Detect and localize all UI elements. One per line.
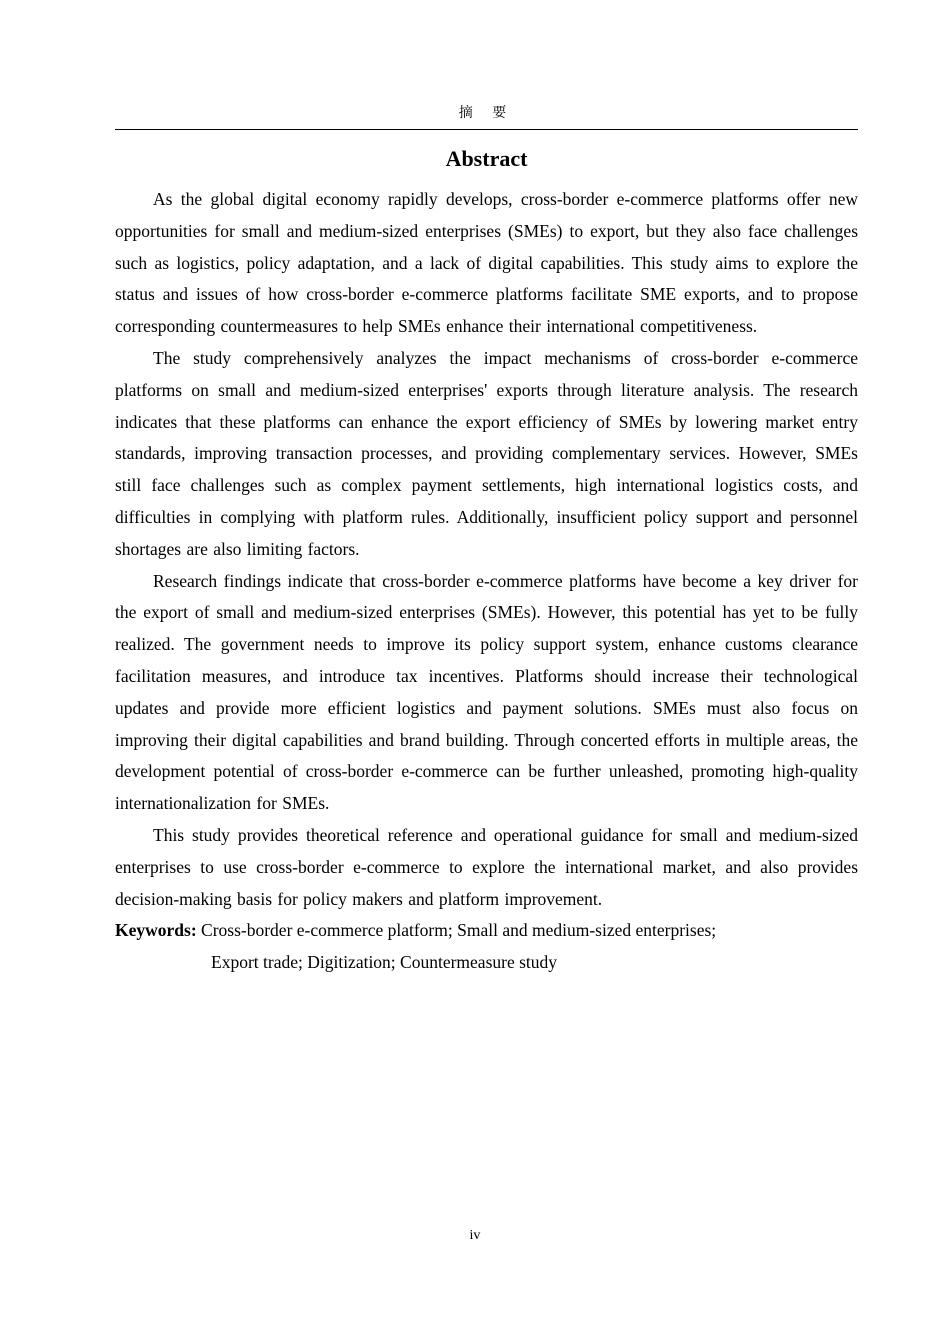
running-header: 摘 要 [115,102,858,130]
page-content [115,102,858,979]
abstract-paragraph-1: As the global digital economy rapidly develops, cross-border e-commerce platforms offer new opportunities for small and medium-sized enterprises (SMEs) to export, but they also face challenges such as logistics, policy adaptation, and a lack of digital capabilities. This study aims to explore the status and issues of how cross-border e-commerce platforms facilitate SME exports, and to propose corresponding countermeasures to help SMEs enhance their international competitiveness. [115,189,858,337]
page-number: iv [469,1228,481,1243]
keywords-line-2: Export trade; Digitization; Countermeasure study [211,952,558,973]
keywords-line-1 [115,915,858,947]
page-title: Abstract [445,146,528,171]
keywords-label: Keywords: [115,920,197,941]
abstract-paragraph-2: The study comprehensively analyzes the impact mechanisms of cross-border e-commerce platforms on small and medium-sized enterprises' exports through literature analysis. The research indicates that these platforms can enhance the export efficiency of SMEs by lowering market entry standards, improving transaction processes, and providing complementary services. However, SMEs still face challenges such as complex payment settlements, high international logistics costs, and difficulties in complying with platform rules. Additionally, insufficient policy support and personnel shortages are also limiting factors. [115,347,858,559]
keywords-text: Cross-border e-commerce platform; Small and medium-sized enterprises; [196,920,717,941]
abstract-paragraph-4: This study provides theoretical reference and operational guidance for small and medium-sized enterprises to use cross-border e-commerce to explore the international market, and also provides decision-making basis for policy makers and platform improvement. [115,824,858,909]
keywords-block [115,915,858,979]
abstract-paragraph-3: Research findings indicate that cross-border e-commerce platforms have become a key driver for the export of small and medium-sized enterprises (SMEs). However, this potential has yet to be fully realized. The government needs to improve its policy support system, enhance customs clearance facilitation measures, and introduce tax incentives. Platforms should increase their technological updates and provide more efficient logistics and payment solutions. SMEs must also focus on improving their digital capabilities and brand building. Through concerted efforts in multiple areas, the development potential of cross-border e-commerce can be further unleashed, promoting high-quality internationalization for SMEs. [115,570,858,814]
